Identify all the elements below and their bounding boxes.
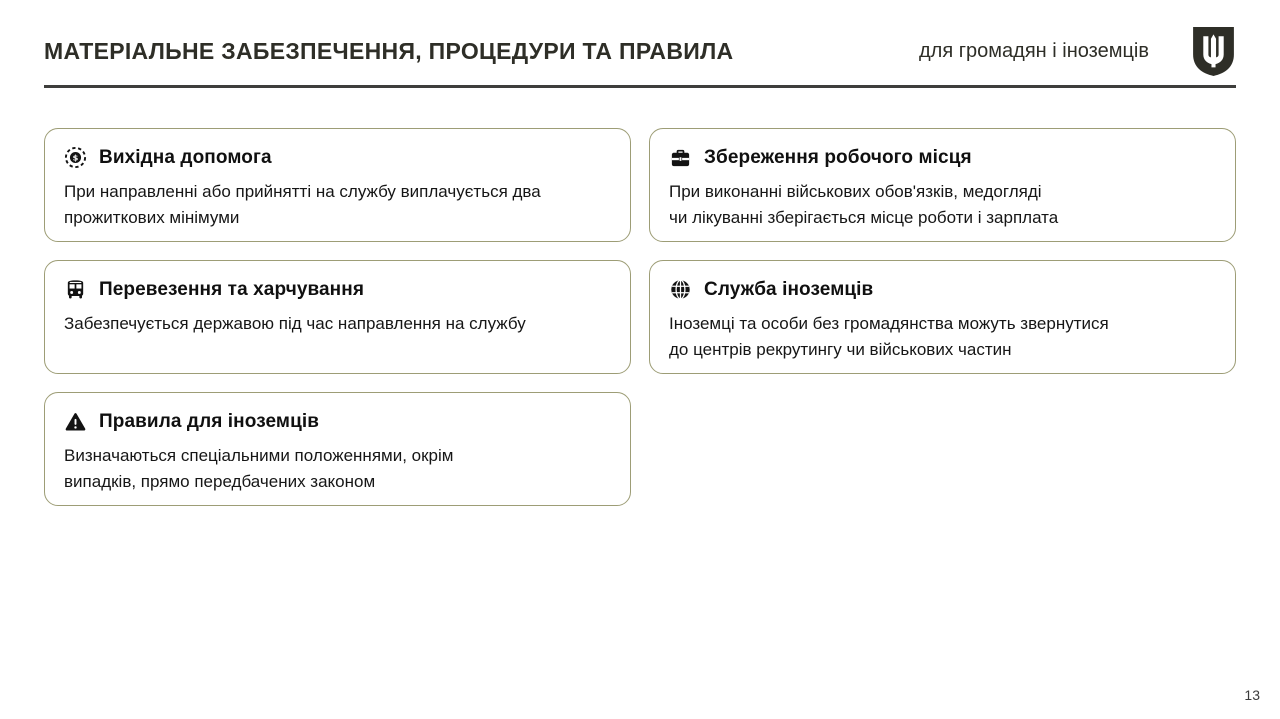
card-title: Вихідна допомога (99, 146, 272, 168)
header (44, 0, 1236, 77)
header-divider (44, 85, 1236, 88)
card-body (64, 311, 610, 337)
money-circle-icon (64, 146, 87, 169)
page-number: 13 (1244, 687, 1260, 703)
card-body-line: чи лікуванні зберігається місце роботи і зарплата (669, 208, 1059, 227)
page-subtitle: для громадян і іноземців (919, 40, 1149, 62)
bus-icon (64, 278, 87, 301)
card-foreigners-rules (44, 392, 631, 506)
card-title: Збереження робочого місця (704, 146, 972, 168)
header-right (919, 26, 1236, 77)
card-title: Служба іноземців (704, 278, 874, 300)
warning-triangle-icon (64, 410, 87, 433)
card-transport-food (44, 260, 631, 374)
briefcase-icon (669, 146, 692, 169)
shield-trident-icon (1191, 26, 1236, 77)
card-head (64, 278, 610, 301)
card-body-line: Іноземці та особи без громадянства можуть звернутися (669, 314, 1109, 333)
card-head (669, 146, 1215, 169)
card-body-line: прожиткових мінімуми (64, 208, 240, 227)
card-body-line: Забезпечується державою під час направлення на службу (64, 314, 526, 333)
card-foreigners-service (649, 260, 1236, 374)
globe-icon (669, 278, 692, 301)
card-body (669, 311, 1215, 363)
card-job-retention (649, 128, 1236, 242)
card-head (64, 146, 610, 169)
card-body-line: Визначаються спеціальними положеннями, окрім (64, 446, 454, 465)
card-title: Правила для іноземців (99, 410, 320, 432)
card-body-line: При направленні або прийнятті на службу виплачується два (64, 182, 541, 201)
card-body-line: випадків, прямо передбачених законом (64, 472, 376, 491)
page-title: МАТЕРІАЛЬНЕ ЗАБЕЗПЕЧЕННЯ, ПРОЦЕДУРИ ТА ПРАВИЛА (44, 38, 734, 64)
card-body (64, 443, 610, 495)
card-title: Перевезення та харчування (99, 278, 365, 300)
card-exit-assistance (44, 128, 631, 242)
svg-text:$: $ (72, 152, 79, 163)
card-body (64, 179, 610, 231)
card-head (669, 278, 1215, 301)
card-body (669, 179, 1215, 231)
cards-grid (44, 128, 1236, 506)
card-body-line: до центрів рекрутингу чи військових частин (669, 340, 1012, 359)
card-body-line: При виконанні військових обов'язків, медогляді (669, 182, 1042, 201)
card-head (64, 410, 610, 433)
